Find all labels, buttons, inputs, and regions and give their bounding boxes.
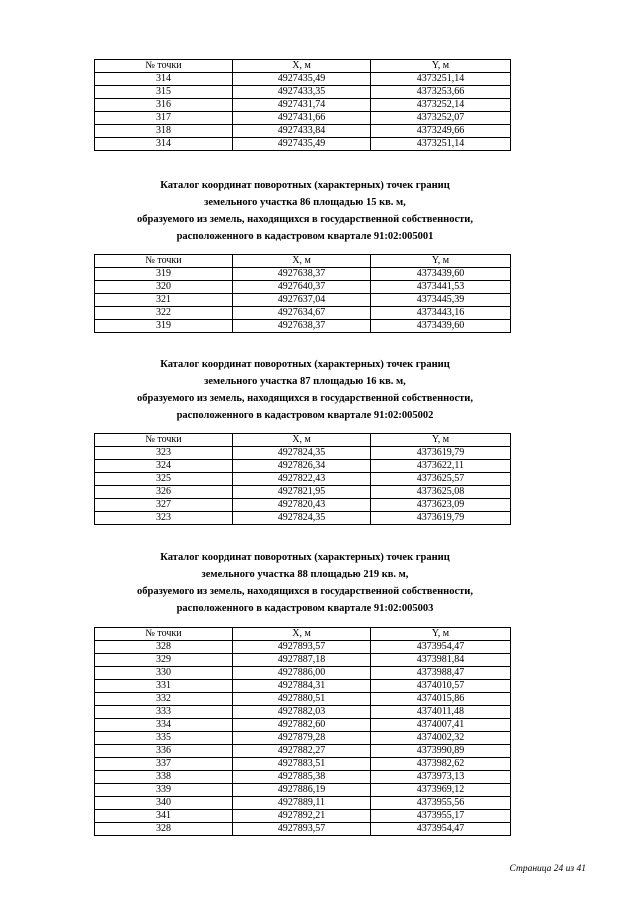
- heading-line: расположенного в кадастровом квартале 91:02:005003: [176, 603, 434, 614]
- point-number: 328: [95, 823, 233, 836]
- x-coordinate: 4927638,37: [233, 320, 371, 333]
- x-coordinate: 4927885,38: [233, 771, 371, 784]
- point-number: 320: [95, 281, 233, 294]
- point-number: 316: [95, 99, 233, 112]
- x-coordinate: 4927886,19: [233, 784, 371, 797]
- catalog-heading-88: [80, 549, 530, 617]
- y-coordinate: 4373249,66: [371, 125, 511, 138]
- y-coordinate: 4373954,47: [371, 641, 511, 654]
- table-row: [95, 810, 511, 823]
- column-header-y: Y, м: [371, 255, 511, 268]
- x-coordinate: 4927824,35: [233, 512, 371, 525]
- y-coordinate: 4373252,07: [371, 112, 511, 125]
- point-number: 338: [95, 771, 233, 784]
- point-number: 324: [95, 460, 233, 473]
- heading-line: расположенного в кадастровом квартале 91:02:005001: [176, 231, 434, 242]
- y-coordinate: 4373252,14: [371, 99, 511, 112]
- table-row: [95, 719, 511, 732]
- point-number: 329: [95, 654, 233, 667]
- coordinates-table-86: [94, 254, 511, 333]
- x-coordinate: 4927882,27: [233, 745, 371, 758]
- table-header-row: [95, 434, 511, 447]
- table-row: [95, 693, 511, 706]
- table-row: [95, 732, 511, 745]
- column-header-x: X, м: [233, 434, 371, 447]
- point-number: 321: [95, 294, 233, 307]
- table-row: [95, 447, 511, 460]
- heading-line: образуемого из земель, находящихся в государственной собственности,: [137, 214, 473, 225]
- y-coordinate: 4373954,47: [371, 823, 511, 836]
- point-number: 337: [95, 758, 233, 771]
- x-coordinate: 4927889,11: [233, 797, 371, 810]
- table-row: [95, 667, 511, 680]
- x-coordinate: 4927820,43: [233, 499, 371, 512]
- y-coordinate: 4373625,57: [371, 473, 511, 486]
- column-header-y: Y, м: [371, 434, 511, 447]
- y-coordinate: 4373623,09: [371, 499, 511, 512]
- point-number: 340: [95, 797, 233, 810]
- heading-line: Каталог координат поворотных (характерных) точек границ: [160, 359, 450, 370]
- y-coordinate: 4373443,16: [371, 307, 511, 320]
- x-coordinate: 4927893,57: [233, 823, 371, 836]
- x-coordinate: 4927640,37: [233, 281, 371, 294]
- point-number: 317: [95, 112, 233, 125]
- table-header-row: [95, 255, 511, 268]
- y-coordinate: 4374002,32: [371, 732, 511, 745]
- x-coordinate: 4927884,31: [233, 680, 371, 693]
- table-row: [95, 641, 511, 654]
- coordinates-table-88: [94, 627, 511, 836]
- point-number: 322: [95, 307, 233, 320]
- y-coordinate: 4373619,79: [371, 512, 511, 525]
- point-number: 334: [95, 719, 233, 732]
- x-coordinate: 4927882,03: [233, 706, 371, 719]
- heading-line: Каталог координат поворотных (характерных) точек границ: [160, 180, 450, 191]
- point-number: 336: [95, 745, 233, 758]
- y-coordinate: 4373251,14: [371, 73, 511, 86]
- catalog-heading-87: [80, 356, 530, 424]
- point-number: 341: [95, 810, 233, 823]
- y-coordinate: 4373439,60: [371, 320, 511, 333]
- x-coordinate: 4927824,35: [233, 447, 371, 460]
- y-coordinate: 4373955,17: [371, 810, 511, 823]
- heading-line: образуемого из земель, находящихся в государственной собственности,: [137, 393, 473, 404]
- column-header-point: № точки: [95, 60, 233, 73]
- column-header-point: № точки: [95, 628, 233, 641]
- x-coordinate: 4927883,51: [233, 758, 371, 771]
- table-row: [95, 138, 511, 151]
- y-coordinate: 4373988,47: [371, 667, 511, 680]
- heading-line: земельного участка 88 площадью 219 кв. м,: [201, 569, 409, 580]
- y-coordinate: 4373955,56: [371, 797, 511, 810]
- y-coordinate: 4373251,14: [371, 138, 511, 151]
- table-row: [95, 706, 511, 719]
- table-row: [95, 307, 511, 320]
- y-coordinate: 4374015,86: [371, 693, 511, 706]
- x-coordinate: 4927634,67: [233, 307, 371, 320]
- x-coordinate: 4927638,37: [233, 268, 371, 281]
- column-header-point: № точки: [95, 255, 233, 268]
- table-row: [95, 268, 511, 281]
- y-coordinate: 4373439,60: [371, 268, 511, 281]
- x-coordinate: 4927431,74: [233, 99, 371, 112]
- table-row: [95, 473, 511, 486]
- x-coordinate: 4927435,49: [233, 138, 371, 151]
- point-number: 327: [95, 499, 233, 512]
- table-row: [95, 654, 511, 667]
- x-coordinate: 4927893,57: [233, 641, 371, 654]
- catalog-heading-86: [80, 177, 530, 245]
- column-header-point: № точки: [95, 434, 233, 447]
- table-header-row: [95, 628, 511, 641]
- x-coordinate: 4927822,43: [233, 473, 371, 486]
- y-coordinate: 4373973,13: [371, 771, 511, 784]
- table-row: [95, 784, 511, 797]
- y-coordinate: 4374011,48: [371, 706, 511, 719]
- coordinates-table-87: [94, 433, 511, 525]
- table-row: [95, 99, 511, 112]
- point-number: 319: [95, 268, 233, 281]
- table-row: [95, 281, 511, 294]
- point-number: 332: [95, 693, 233, 706]
- point-number: 323: [95, 512, 233, 525]
- x-coordinate: 4927882,60: [233, 719, 371, 732]
- y-coordinate: 4373969,12: [371, 784, 511, 797]
- heading-line: образуемого из земель, находящихся в государственной собственности,: [137, 586, 473, 597]
- point-number: 318: [95, 125, 233, 138]
- column-header-x: X, м: [233, 60, 371, 73]
- y-coordinate: 4373625,08: [371, 486, 511, 499]
- table-row: [95, 823, 511, 836]
- x-coordinate: 4927887,18: [233, 654, 371, 667]
- table-row: [95, 486, 511, 499]
- point-number: 333: [95, 706, 233, 719]
- x-coordinate: 4927821,95: [233, 486, 371, 499]
- y-coordinate: 4374007,41: [371, 719, 511, 732]
- heading-line: земельного участка 87 площадью 16 кв. м,: [204, 376, 406, 387]
- heading-line: Каталог координат поворотных (характерных) точек границ: [160, 552, 450, 563]
- table-row: [95, 320, 511, 333]
- x-coordinate: 4927637,04: [233, 294, 371, 307]
- table-row: [95, 745, 511, 758]
- column-header-x: X, м: [233, 628, 371, 641]
- x-coordinate: 4927886,00: [233, 667, 371, 680]
- point-number: 323: [95, 447, 233, 460]
- y-coordinate: 4373253,66: [371, 86, 511, 99]
- point-number: 339: [95, 784, 233, 797]
- table-row: [95, 512, 511, 525]
- table-row: [95, 460, 511, 473]
- y-coordinate: 4373445,39: [371, 294, 511, 307]
- x-coordinate: 4927435,49: [233, 73, 371, 86]
- y-coordinate: 4373622,11: [371, 460, 511, 473]
- coordinates-table-1: [94, 59, 511, 151]
- x-coordinate: 4927433,35: [233, 86, 371, 99]
- point-number: 314: [95, 138, 233, 151]
- y-coordinate: 4373619,79: [371, 447, 511, 460]
- point-number: 315: [95, 86, 233, 99]
- point-number: 330: [95, 667, 233, 680]
- table-row: [95, 294, 511, 307]
- table-row: [95, 499, 511, 512]
- x-coordinate: 4927431,66: [233, 112, 371, 125]
- y-coordinate: 4373982,62: [371, 758, 511, 771]
- x-coordinate: 4927892,21: [233, 810, 371, 823]
- point-number: 325: [95, 473, 233, 486]
- table-row: [95, 73, 511, 86]
- table-row: [95, 680, 511, 693]
- point-number: 331: [95, 680, 233, 693]
- table-row: [95, 125, 511, 138]
- x-coordinate: 4927880,51: [233, 693, 371, 706]
- table-row: [95, 112, 511, 125]
- table-header-row: [95, 60, 511, 73]
- x-coordinate: 4927879,28: [233, 732, 371, 745]
- column-header-x: X, м: [233, 255, 371, 268]
- y-coordinate: 4373981,84: [371, 654, 511, 667]
- y-coordinate: 4374010,57: [371, 680, 511, 693]
- point-number: 328: [95, 641, 233, 654]
- table-row: [95, 86, 511, 99]
- x-coordinate: 4927433,84: [233, 125, 371, 138]
- page-number-footer: Страница 24 из 41: [509, 864, 586, 874]
- point-number: 319: [95, 320, 233, 333]
- point-number: 335: [95, 732, 233, 745]
- column-header-y: Y, м: [371, 60, 511, 73]
- column-header-y: Y, м: [371, 628, 511, 641]
- y-coordinate: 4373990,89: [371, 745, 511, 758]
- table-row: [95, 771, 511, 784]
- table-row: [95, 797, 511, 810]
- heading-line: земельного участка 86 площадью 15 кв. м,: [204, 197, 406, 208]
- point-number: 326: [95, 486, 233, 499]
- y-coordinate: 4373441,53: [371, 281, 511, 294]
- x-coordinate: 4927826,34: [233, 460, 371, 473]
- heading-line: расположенного в кадастровом квартале 91:02:005002: [176, 410, 434, 421]
- table-row: [95, 758, 511, 771]
- point-number: 314: [95, 73, 233, 86]
